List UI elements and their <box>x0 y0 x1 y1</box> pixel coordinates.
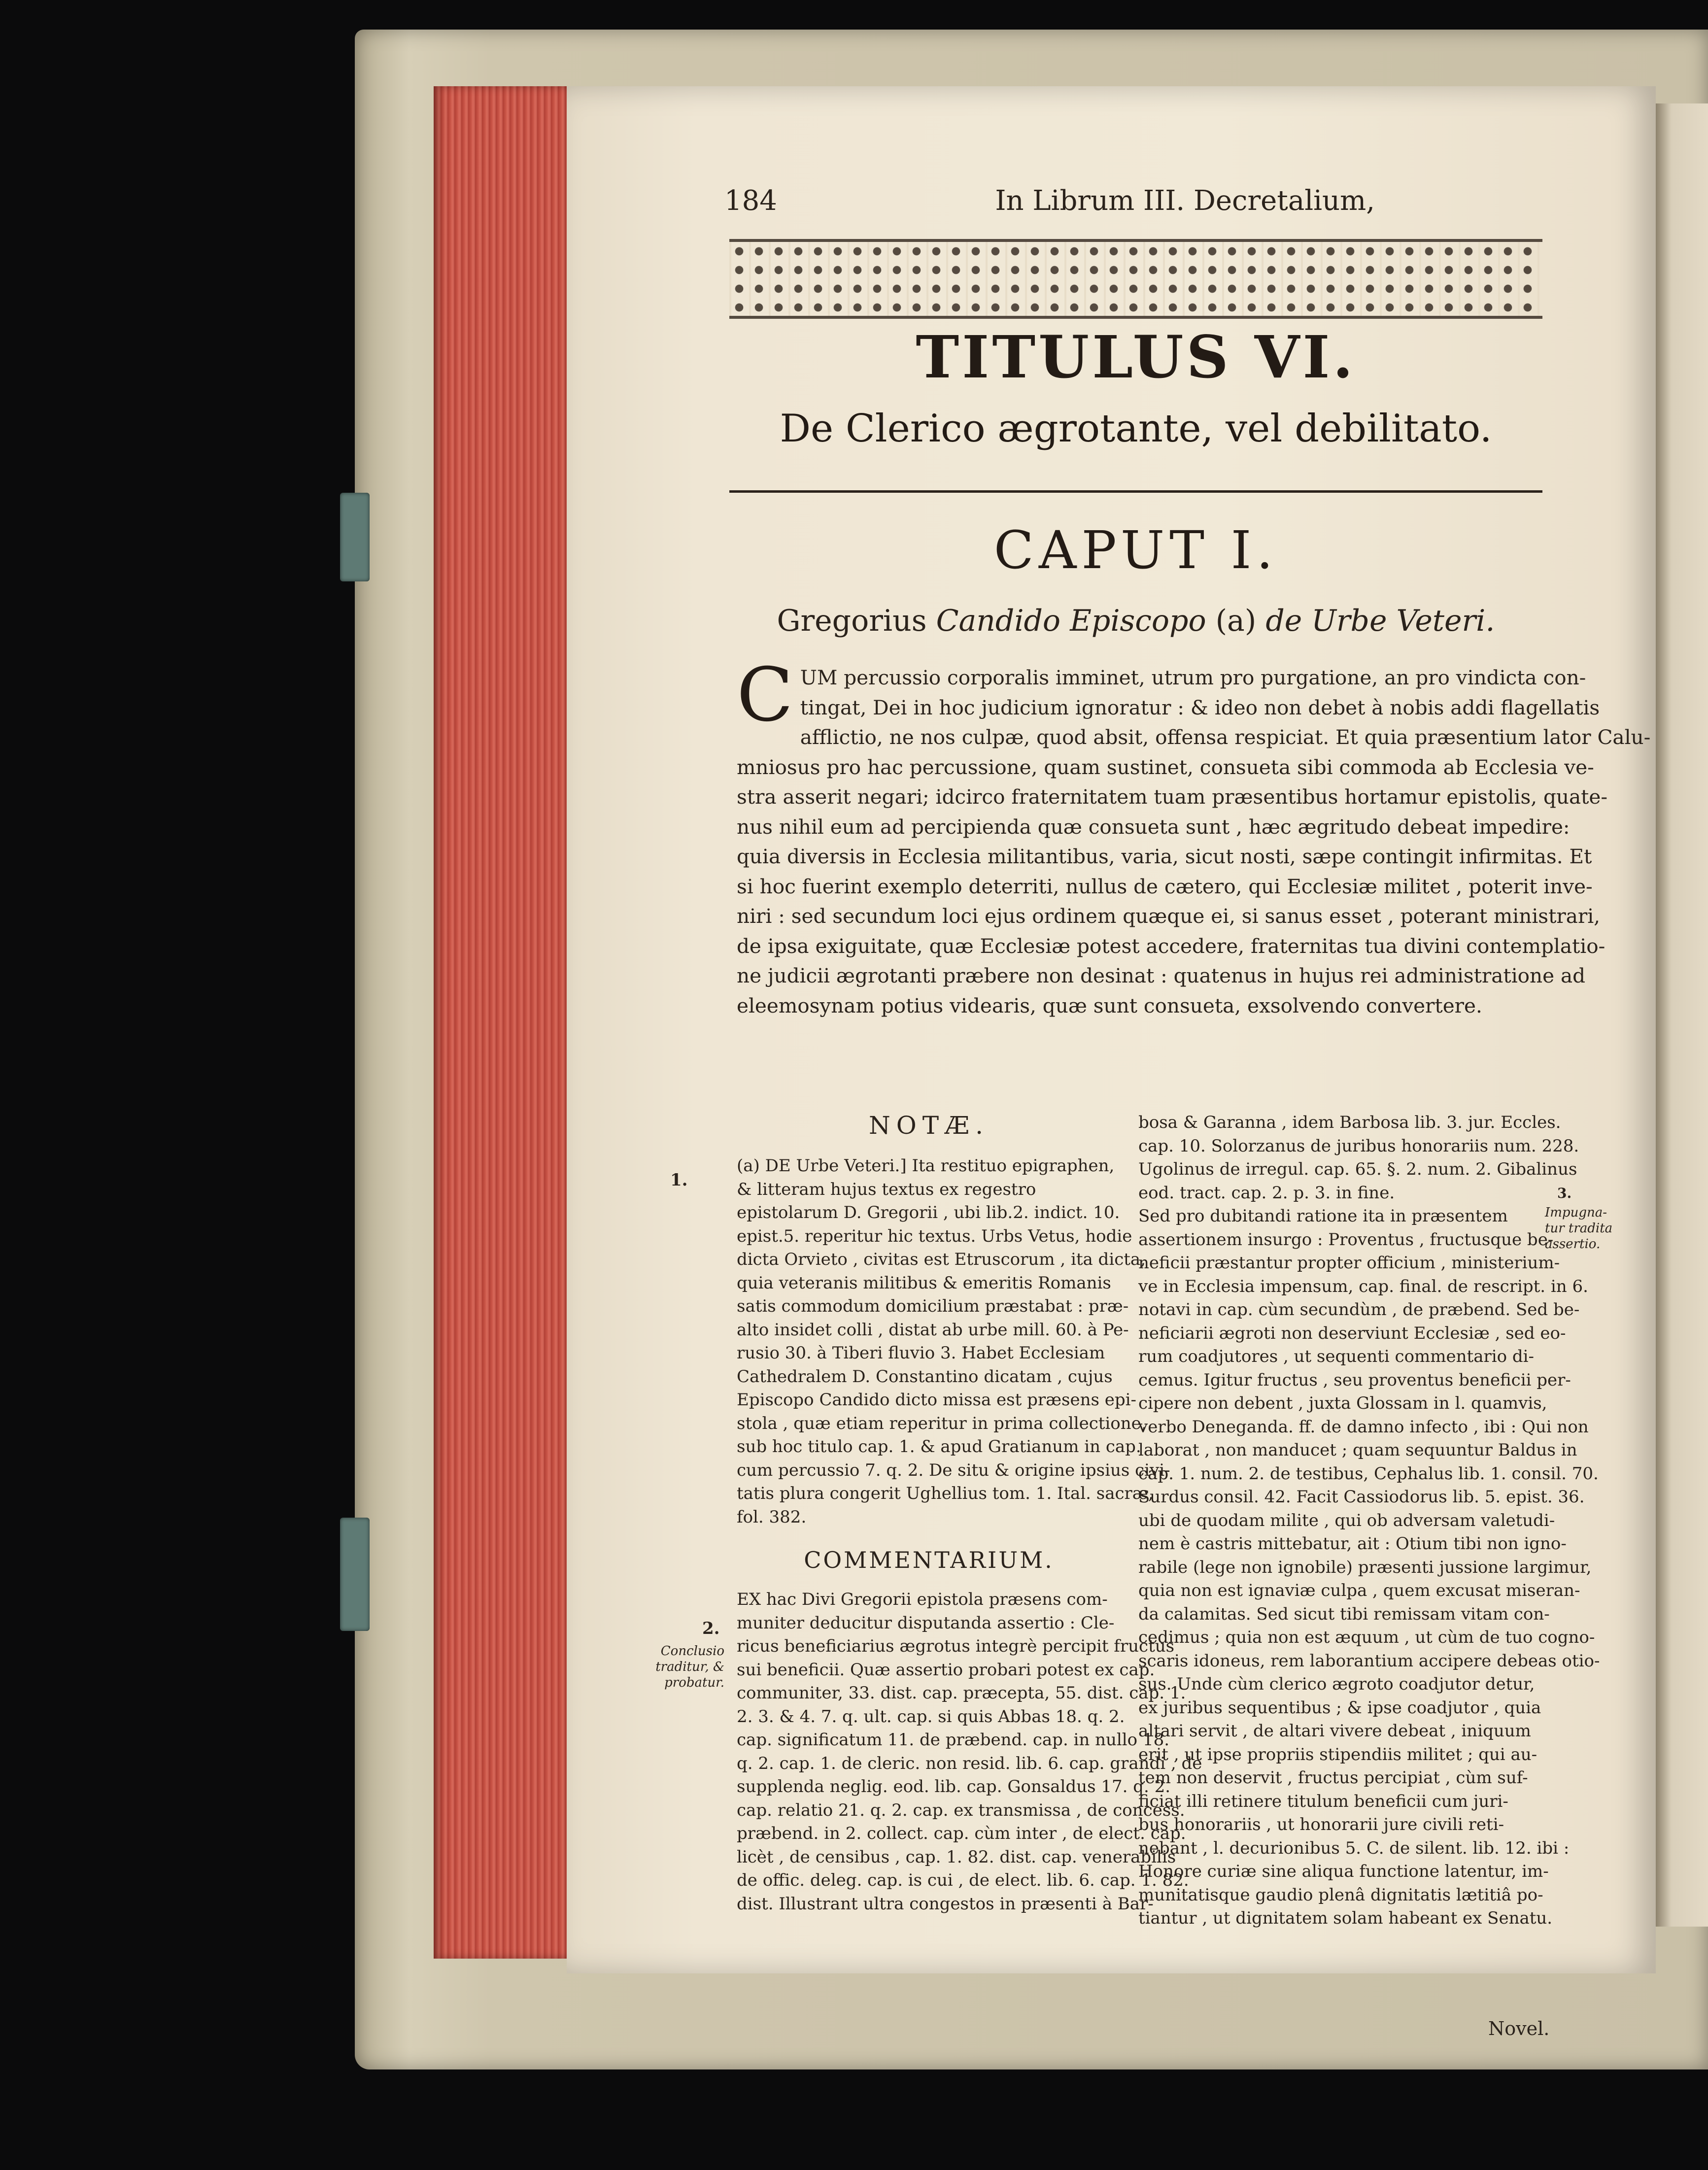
margin-note-right <box>1545 1205 1614 1252</box>
commentarium-text <box>737 1588 1202 1916</box>
notae-text <box>737 1154 1170 1529</box>
text-line: stra asserit negari; idcirco fraternitatem tuam præsentibus hortamur epistolis, quate- <box>737 785 1608 809</box>
text-line: quia diversis in Ecclesia militantibus, varia, sicut nosti, sæpe contingit infirmitas. Et <box>737 845 1592 868</box>
facing-page-edge <box>1656 103 1708 1927</box>
text-line: & litteram hujus textus ex regestro <box>737 1179 1036 1199</box>
text-line: ricus beneficiarius ægrotus integrè percipit fructus <box>737 1636 1175 1656</box>
page-number: 184 <box>724 185 777 217</box>
attribution-place: de Urbe Veteri. <box>1265 604 1495 638</box>
text-line: dist. Illustrant ultra congestos in præsenti à Bar- <box>737 1894 1154 1914</box>
attribution-note-ref: (a) <box>1215 604 1257 638</box>
note-number: 2. <box>702 1619 720 1638</box>
divider-rule <box>729 490 1542 493</box>
margin-note-line: assertio. <box>1545 1237 1601 1252</box>
text-line: erit , ut ipse propriis stipendiis militet ; qui au- <box>1138 1744 1537 1764</box>
margin-note-line: traditur, & <box>655 1660 724 1674</box>
text-line: cum percussio 7. q. 2. De situ & origine ipsius civi- <box>737 1460 1170 1480</box>
text-line: bus honorariis , ut honorarii jure civili reti- <box>1138 1815 1504 1834</box>
text-line: epistolarum D. Gregorii , ubi lib.2. indict. 10. <box>737 1203 1120 1222</box>
text-line: licèt , de censibus , cap. 1. 82. dist. cap. venerabilis <box>737 1847 1176 1867</box>
drop-cap: C <box>737 652 793 738</box>
text-line: fol. 382. <box>737 1507 807 1527</box>
text-line: mniosus pro hac percussione, quam sustinet, consueta sibi commoda ab Ecclesia ve- <box>737 755 1594 779</box>
text-line: quia veteranis militibus & emeritis Romanis <box>737 1273 1111 1293</box>
text-line: cedimus ; quia non est æquum , ut cùm de tuo cogno- <box>1138 1628 1595 1647</box>
text-line: Cathedralem D. Constantino dicatam , cujus <box>737 1366 1113 1387</box>
text-line: nem è castris mittebatur, ait : Otium tibi non igno- <box>1138 1534 1567 1554</box>
margin-note-line: Conclusio <box>660 1644 724 1659</box>
book-clasp-top <box>340 493 370 581</box>
text-line: assertionem insurgo : Proventus , fructusque be- <box>1138 1229 1554 1250</box>
text-line: eod. tract. cap. 2. p. 3. in fine. <box>1138 1183 1395 1203</box>
text-line: UM percussio corporalis imminet, utrum pro purgatione, an pro vindicta con- <box>800 666 1586 689</box>
text-line: da calamitas. Sed sicut tibi remissam vitam con- <box>1138 1604 1550 1624</box>
text-line: cemus. Igitur fructus , seu proventus beneficii per- <box>1138 1370 1571 1390</box>
text-line: notavi in cap. cùm secundùm , de præbend. Sed be- <box>1138 1300 1580 1320</box>
red-page-edges <box>434 86 567 1959</box>
text-line: q. 2. cap. 1. de cleric. non resid. lib. 6. cap. grandi , de <box>737 1753 1202 1773</box>
attribution-recipient: Candido Episcopo <box>936 604 1206 638</box>
text-line: tiantur , ut dignitatem solam habeant ex Senatu. <box>1138 1908 1553 1928</box>
text-line: verbo Deneganda. ff. de damno infecto , ibi : Qui non <box>1138 1417 1589 1437</box>
text-line: Ugolinus de irregul. cap. 65. §. 2. num. 2. Gibalinus <box>1138 1159 1577 1179</box>
caput-heading: CAPUT I. <box>993 520 1278 580</box>
running-title: In Librum III. Decretalium, <box>995 185 1375 217</box>
text-line: cap. 10. Solorzanus de juribus honorariis num. 228. <box>1138 1136 1579 1156</box>
text-line: scaris idoneus, rem laborantium accipere debeas otio- <box>1138 1651 1600 1671</box>
text-line: EX hac Divi Gregorii epistola præsens com- <box>737 1590 1108 1609</box>
text-line: Surdus consil. 42. Facit Cassiodorus lib. 5. epist. 36. <box>1138 1487 1585 1507</box>
commentarium-heading: COMMENTARIUM. <box>804 1547 1054 1573</box>
notae-heading: NOTÆ. <box>868 1111 990 1140</box>
text-line: nus nihil eum ad percipienda quæ consueta sunt , hæc ægritudo debeat impedire: <box>737 814 1570 839</box>
text-line: sus. Unde cùm clerico ægroto coadjutor detur, <box>1138 1674 1535 1694</box>
text-line: epist.5. reperitur hic textus. Urbs Vetus, hodie <box>737 1226 1132 1246</box>
book-clasp-bottom <box>340 1518 370 1631</box>
text-line: munitatisque gaudio plenâ dignitatis lætitiâ po- <box>1138 1885 1543 1905</box>
text-line: stola , quæ etiam reperitur in prima collectione, <box>737 1413 1147 1433</box>
note-number: 3. <box>1557 1185 1572 1201</box>
text-line: eleemosynam potius videaris, quæ sunt consueta, exsolvendo convertere. <box>737 993 1482 1017</box>
text-line: nebant , l. decurionibus 5. C. de silent. lib. 12. ibi : <box>1138 1838 1570 1858</box>
text-line: supplenda neglig. eod. lib. cap. Gonsaldus 17. q. 2. <box>737 1777 1171 1797</box>
text-line: de ipsa exiguitate, quæ Ecclesiæ potest accedere, fraternitas tua divini contemplatio- <box>737 934 1606 958</box>
text-line: tem non deservit , fructus percipiat , cùm suf- <box>1138 1768 1528 1788</box>
margin-note-line: probatur. <box>664 1675 724 1690</box>
text-line: ne judicii ægrotanti præbere non desinat : quatenus in hujus rei administratione ad <box>737 964 1586 987</box>
catchword: Novel. <box>1488 2018 1550 2039</box>
running-head <box>724 185 1523 229</box>
text-line: ve in Ecclesia impensum, cap. final. de rescript. in 6. <box>1138 1276 1588 1296</box>
text-line: sui beneficii. Quæ assertio probari potest ex cap. <box>737 1660 1155 1680</box>
text-line: præbend. in 2. collect. cap. cùm inter , de elect. cap. <box>737 1824 1186 1843</box>
text-line: cap. 1. num. 2. de testibus, Cephalus lib. 1. consil. 70. <box>1138 1463 1599 1484</box>
text-line: quia non est ignaviæ culpa , quem excusat miseran- <box>1138 1581 1580 1600</box>
text-line: Sed pro dubitandi ratione ita in præsentem <box>1138 1206 1508 1226</box>
text-line: laborat , non manducet ; quam sequuntur Baldus in <box>1138 1440 1577 1460</box>
text-line: alto insidet colli , distat ab urbe mill. 60. à Pe- <box>737 1320 1129 1340</box>
decretal-text <box>737 652 1651 1020</box>
text-line: dicta Orvieto , civitas est Etruscorum , ita dicta, <box>737 1250 1146 1269</box>
text-line: de offic. deleg. cap. is cui , de elect. lib. 6. cap. 1. 82. <box>737 1870 1189 1890</box>
text-line: Honore curiæ sine aliqua functione latentur, im- <box>1138 1862 1549 1881</box>
text-line: satis commodum domicilium præstabat : præ- <box>737 1296 1129 1316</box>
text-line: communiter, 33. dist. cap. præcepta, 55. dist. cap. 1. <box>737 1683 1186 1703</box>
text-line: altari servit , de altari vivere debeat , iniquum <box>1138 1721 1531 1741</box>
text-line: (a) DE Urbe Veteri.] Ita restituo epigraphen, <box>737 1156 1115 1176</box>
text-line: afflictio, ne nos culpæ, quod absit, offensa respiciat. Et quia præsentium lator Calu- <box>800 725 1651 749</box>
text-line: rum coadjutores , ut sequenti commentario di- <box>1138 1347 1535 1366</box>
text-line: rabile (lege non ignobile) præsenti jussione largimur, <box>1138 1557 1592 1577</box>
text-line: muniter deducitur disputanda assertio : Cle- <box>737 1613 1115 1633</box>
titulus-subtitle: De Clerico ægrotante, vel debilitato. <box>780 407 1492 451</box>
margin-note-line: tur tradita <box>1545 1221 1613 1236</box>
text-line: tatis plura congerit Ughellius tom. 1. Ital. sacræ, <box>737 1484 1154 1503</box>
text-line: neficiarii ægroti non deserviunt Ecclesiæ , sed eo- <box>1138 1323 1566 1343</box>
text-line: cap. relatio 21. q. 2. cap. ex transmissa , de concess. <box>737 1800 1185 1820</box>
text-line: ficiat illi retinere titulum beneficii cum juri- <box>1138 1791 1508 1811</box>
text-line: cap. significatum 11. de præbend. cap. in nullo 18. <box>737 1730 1170 1750</box>
margin-note-line: Impugna- <box>1545 1205 1607 1220</box>
text-line: neficii præstantur propter officium , ministerium- <box>1138 1253 1560 1273</box>
text-line: bosa & Garanna , idem Barbosa lib. 3. jur. Eccles. <box>1138 1113 1561 1132</box>
decorative-ornament-band <box>729 239 1542 319</box>
text-line: Episcopo Candido dicto missa est præsens epi- <box>737 1390 1137 1410</box>
text-line: ubi de quodam milite , qui ob adversam valetudi- <box>1138 1510 1555 1530</box>
text-line: tingat, Dei in hoc judicium ignoratur : & ideo non debet à nobis addi flagellatis <box>800 695 1600 719</box>
note-number: 1. <box>670 1170 688 1190</box>
text-line: 2. 3. & 4. 7. q. ult. cap. si quis Abbas 18. q. 2. <box>737 1706 1125 1727</box>
text-line: ex juribus sequentibus ; & ipse coadjutor , quia <box>1138 1697 1541 1718</box>
book-page <box>567 86 1656 2039</box>
text-line: cipere non debent , juxta Glossam in l. quamvis, <box>1138 1393 1547 1413</box>
attribution-name: Gregorius <box>777 604 927 638</box>
text-line: sub hoc titulo cap. 1. & apud Gratianum in cap. <box>737 1437 1141 1457</box>
left-column <box>737 1111 1202 1916</box>
text-line: si hoc fuerint exemplo deterriti, nullus de cætero, qui Ecclesiæ militet , poterit inve- <box>737 874 1593 898</box>
margin-note-left <box>641 1643 724 1691</box>
text-line: rusio 30. à Tiberi fluvio 3. Habet Ecclesiam <box>737 1343 1105 1363</box>
text-line: niri : sed secundum loci ejus ordinem quæque ei, si sanus esset , poterant ministrari, <box>737 904 1601 928</box>
attribution-line <box>729 604 1542 638</box>
titulus-heading: TITULUS VI. <box>916 323 1356 391</box>
